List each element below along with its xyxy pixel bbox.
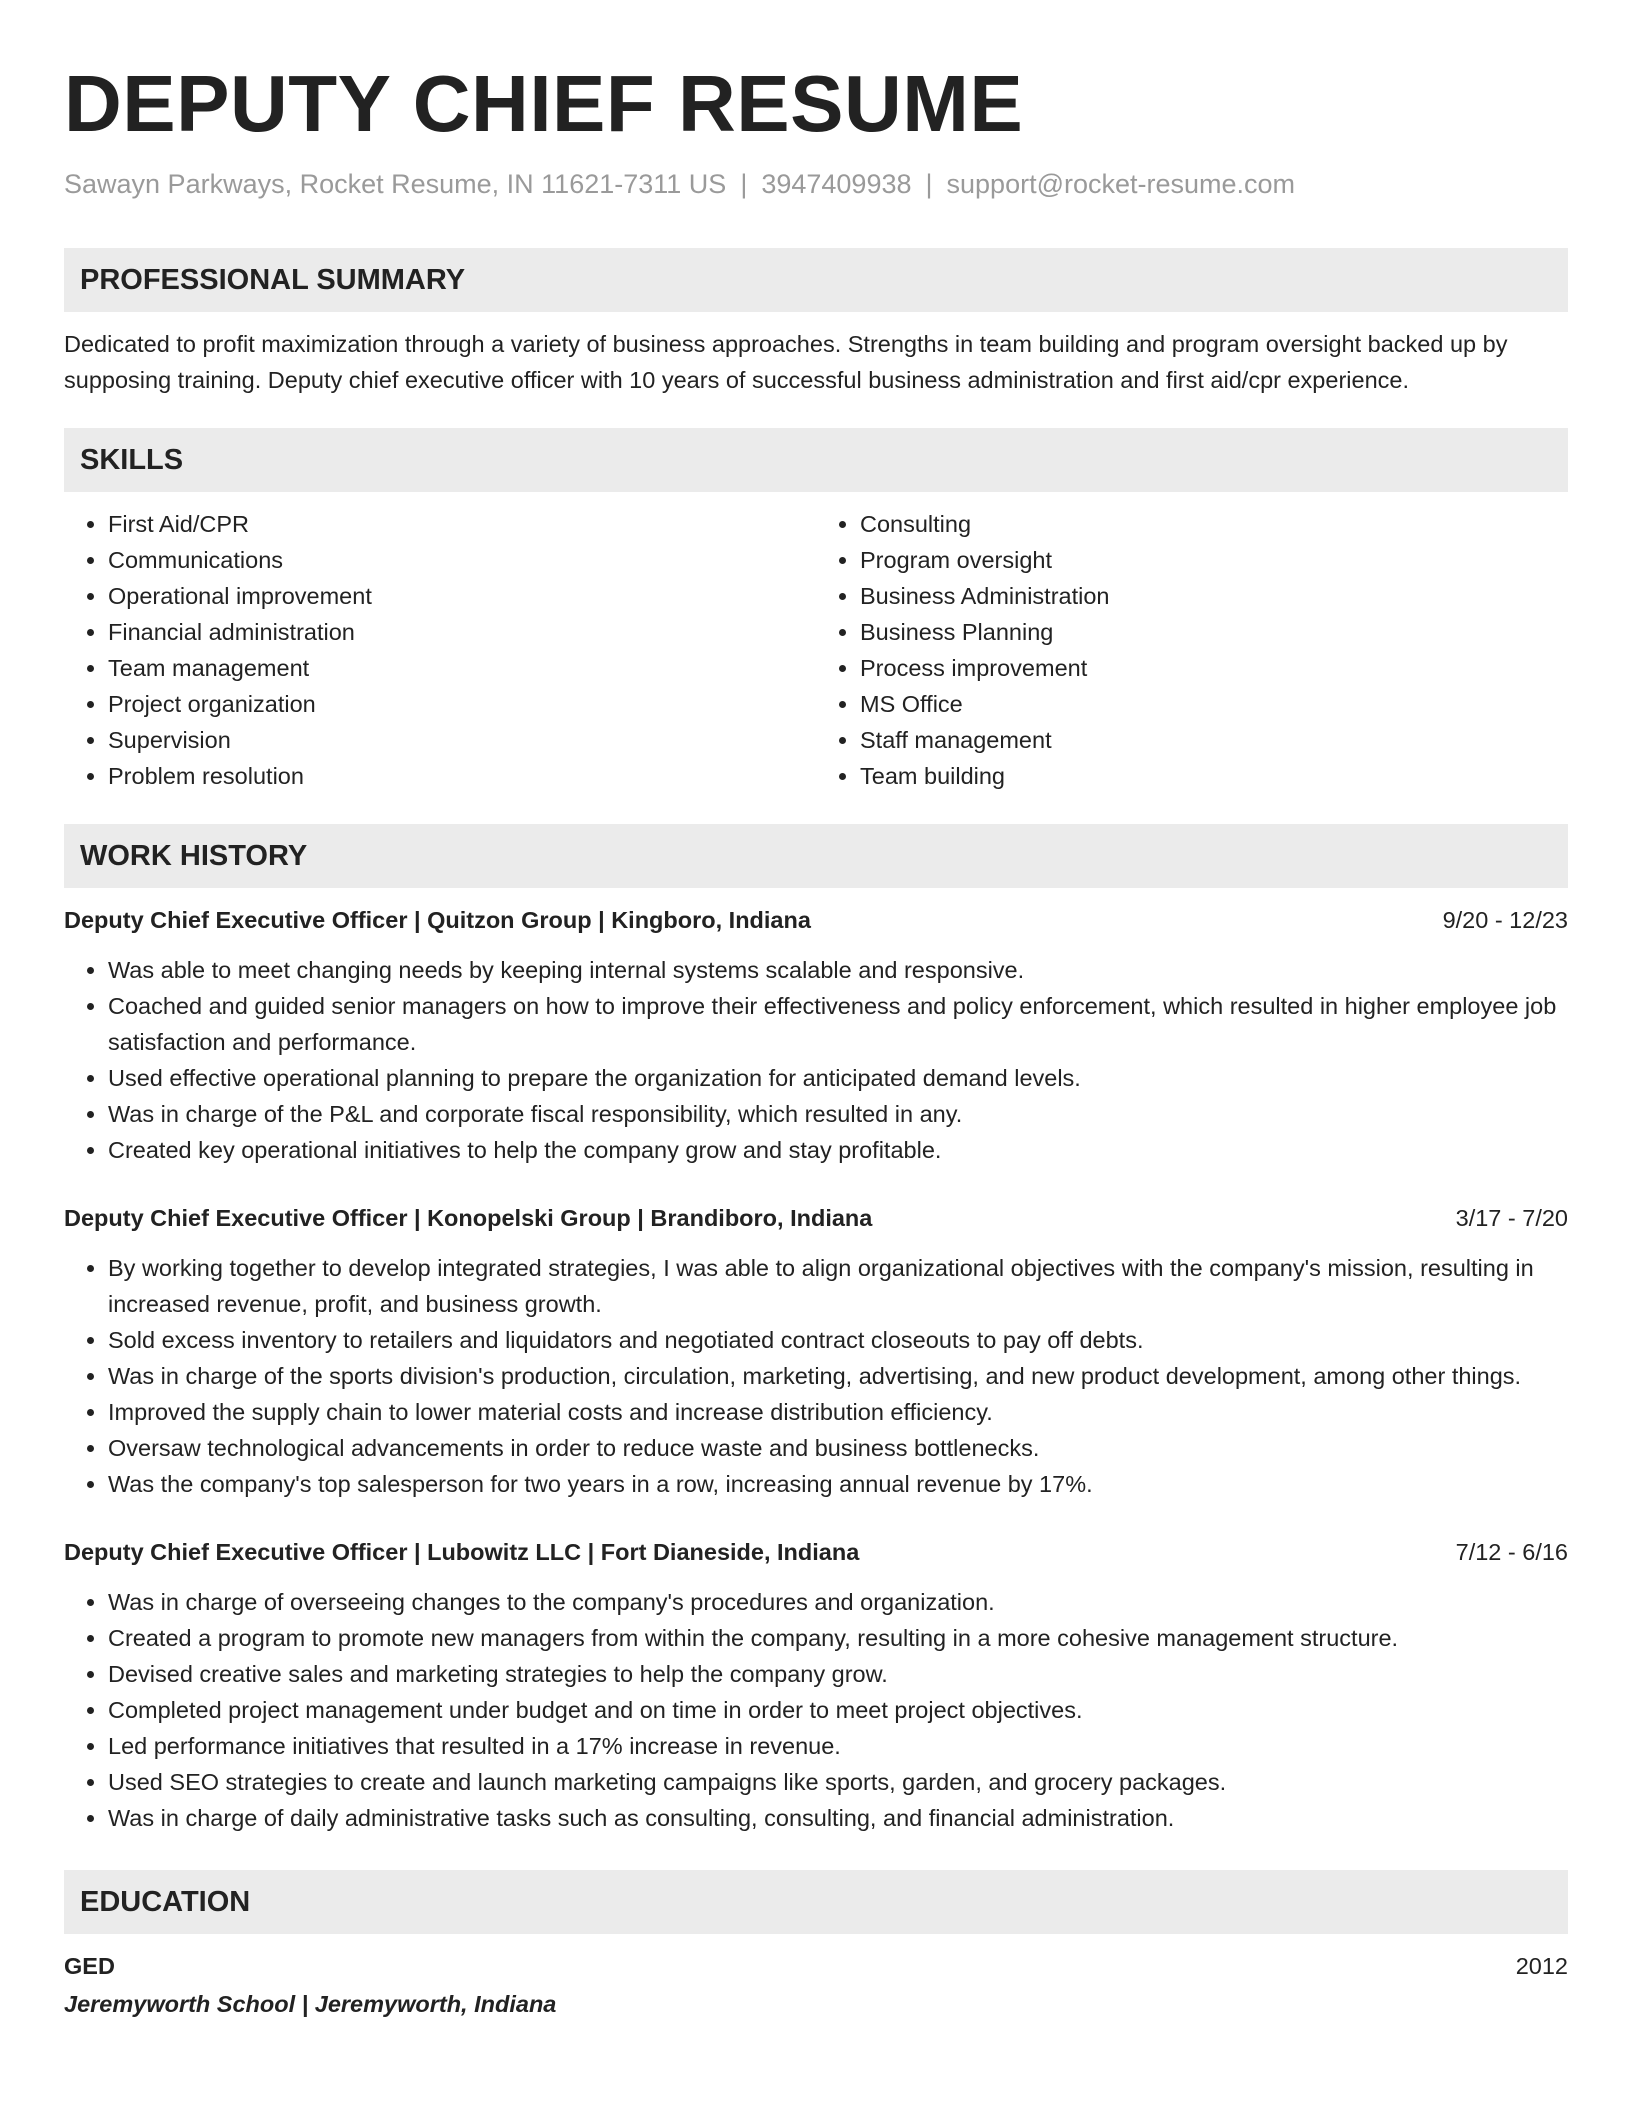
job-entry	[64, 1200, 1568, 1502]
job-bullet: • Used effective operational planning to prepare the organization for anticipated demand levels.	[108, 1060, 1568, 1096]
job-bullets	[64, 1584, 1568, 1836]
job-bullet: • Was the company's top salesperson for two years in a row, increasing annual revenue by 17%.	[108, 1466, 1568, 1502]
job-bullet: • Used SEO strategies to create and launch marketing campaigns like sports, garden, and grocery packages.	[108, 1764, 1568, 1800]
job-header	[64, 1200, 1568, 1236]
contact-separator: |	[740, 169, 748, 199]
skill-item: • Communications	[108, 542, 816, 578]
job-bullet: • Coached and guided senior managers on how to improve their effectiveness and policy enforcement, which resulted in higher employee job satisfaction and performance.	[108, 988, 1568, 1060]
skill-item: • Problem resolution	[108, 758, 816, 794]
contact-line	[64, 166, 1568, 202]
job-bullet: • Sold excess inventory to retailers and liquidators and negotiated contract closeouts to pay off debts.	[108, 1322, 1568, 1358]
resume-page	[64, 0, 1568, 2022]
job-bullet: • Oversaw technological advancements in order to reduce waste and business bottlenecks.	[108, 1430, 1568, 1466]
skill-item: • Team management	[108, 650, 816, 686]
job-bullet: • Was in charge of overseeing changes to the company's procedures and organization.	[108, 1584, 1568, 1620]
contact-phone: 3947409938	[761, 169, 912, 199]
job-title: Deputy Chief Executive Officer | Lubowitz LLC | Fort Dianeside, Indiana	[64, 1539, 860, 1565]
summary-text: Dedicated to profit maximization through a variety of business approaches. Strengths in team building and program oversight backed up by supposing training. Deputy chief executive officer with 10 years of successful business administration and first aid/cpr experience.	[64, 331, 1508, 393]
skill-item: • Supervision	[108, 722, 816, 758]
job-bullet: • Was in charge of daily administrative tasks such as consulting, consulting, and financial administration.	[108, 1800, 1568, 1836]
job-bullet: • Was able to meet changing needs by keeping internal systems scalable and responsive.	[108, 952, 1568, 988]
contact-address: Sawayn Parkways, Rocket Resume, IN 11621-7311 US	[64, 169, 727, 199]
job-title: Deputy Chief Executive Officer | Konopelski Group | Brandiboro, Indiana	[64, 1205, 873, 1231]
section-header-skills: SKILLS	[64, 428, 1568, 492]
job-entry	[64, 1534, 1568, 1836]
education-school: Jeremyworth School | Jeremyworth, Indiana	[64, 1991, 557, 2017]
education-header	[64, 1948, 1568, 1984]
skill-item: • Program oversight	[860, 542, 1568, 578]
skill-item: • Business Planning	[860, 614, 1568, 650]
skills-list	[64, 506, 1568, 794]
job-bullets	[64, 952, 1568, 1168]
section-header-education: EDUCATION	[64, 1870, 1568, 1934]
skill-item: • Operational improvement	[108, 578, 816, 614]
job-bullet: • Created a program to promote new managers from within the company, resulting in a more cohesive management structure.	[108, 1620, 1568, 1656]
skills-column-left	[64, 506, 816, 794]
job-entry	[64, 902, 1568, 1168]
education-degree: GED	[64, 1953, 115, 1979]
skill-item: • Team building	[860, 758, 1568, 794]
skills-column-right	[816, 506, 1568, 794]
job-bullet: • Led performance initiatives that resulted in a 17% increase in revenue.	[108, 1728, 1568, 1764]
skill-item: • MS Office	[860, 686, 1568, 722]
skill-item: • First Aid/CPR	[108, 506, 816, 542]
skill-item: • Business Administration	[860, 578, 1568, 614]
job-dates: 9/20 - 12/23	[1442, 907, 1568, 933]
job-bullet: • Created key operational initiatives to help the company grow and stay profitable.	[108, 1132, 1568, 1168]
job-bullet: • Was in charge of the sports division's production, circulation, marketing, advertising, and new product development, among other things.	[108, 1358, 1568, 1394]
contact-email: support@rocket-resume.com	[946, 169, 1296, 199]
job-bullet: • Completed project management under budget and on time in order to meet project objectives.	[108, 1692, 1568, 1728]
job-header	[64, 1534, 1568, 1570]
job-dates: 7/12 - 6/16	[1455, 1539, 1568, 1565]
section-header-work: WORK HISTORY	[64, 824, 1568, 888]
job-bullet: • By working together to develop integrated strategies, I was able to align organizational objectives with the company's mission, resulting in increased revenue, profit, and business growth.	[108, 1250, 1568, 1322]
education-year: 2012	[1515, 1953, 1568, 1979]
skill-item: • Financial administration	[108, 614, 816, 650]
section-header-summary: PROFESSIONAL SUMMARY	[64, 248, 1568, 312]
skill-item: • Project organization	[108, 686, 816, 722]
skill-item: • Consulting	[860, 506, 1568, 542]
skill-item: • Process improvement	[860, 650, 1568, 686]
job-header	[64, 902, 1568, 938]
job-bullet: • Devised creative sales and marketing strategies to help the company grow.	[108, 1656, 1568, 1692]
job-dates: 3/17 - 7/20	[1455, 1205, 1568, 1231]
job-title: Deputy Chief Executive Officer | Quitzon Group | Kingboro, Indiana	[64, 907, 811, 933]
job-bullets	[64, 1250, 1568, 1502]
job-bullet: • Was in charge of the P&L and corporate fiscal responsibility, which resulted in any.	[108, 1096, 1568, 1132]
job-bullet: • Improved the supply chain to lower material costs and increase distribution efficiency.	[108, 1394, 1568, 1430]
contact-separator: |	[925, 169, 933, 199]
resume-title: DEPUTY CHIEF RESUME	[64, 59, 1024, 148]
skill-item: • Staff management	[860, 722, 1568, 758]
